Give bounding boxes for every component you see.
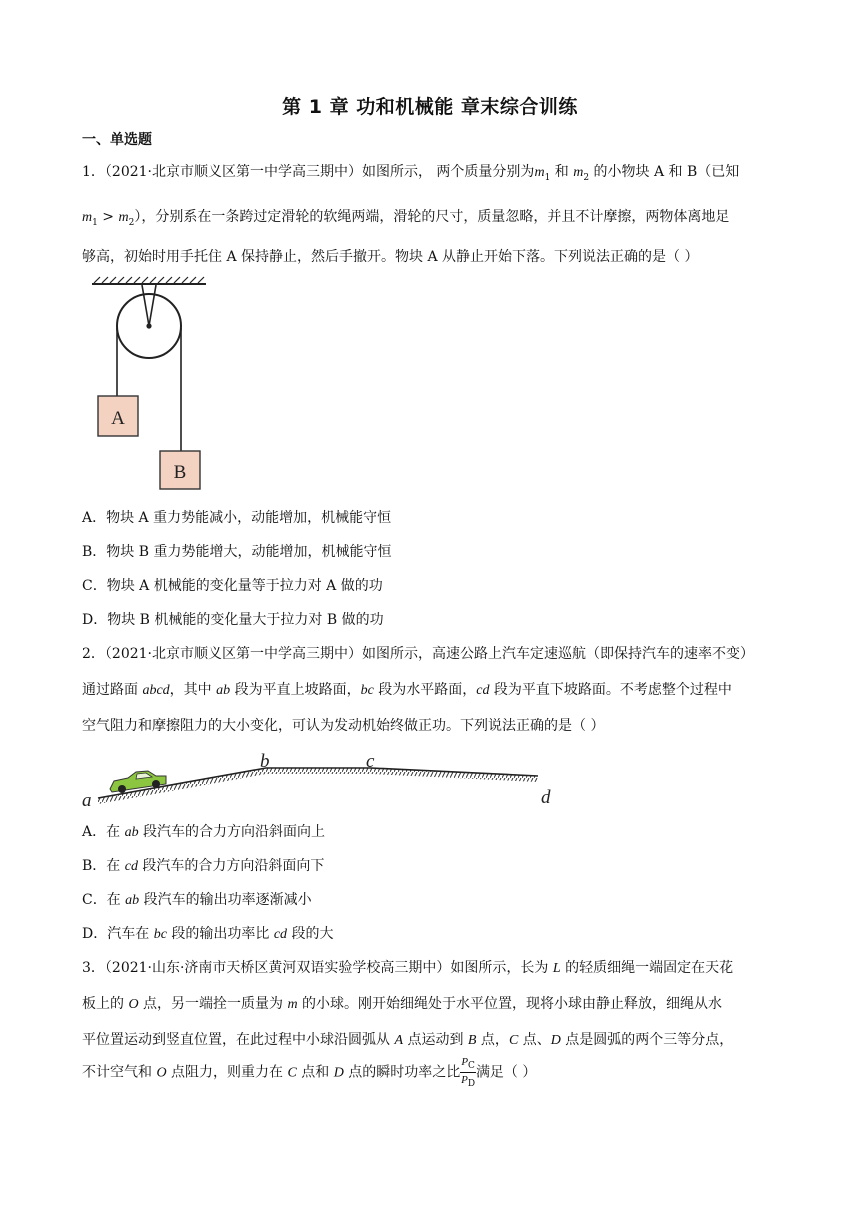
q1-line-1: 1．（2021·北京市顺义区第一中学高三期中）如图所示， 两个质量分别为$m_1$ 和 $m_2$ 的小物块 A 和 B（已知 <box>82 164 740 183</box>
q3-line-2: 板上的 O 点，另一端拴一质量为 m 的小球。刚开始细绳处于水平位置，现将小球由静止释放，细绳从水 <box>82 996 723 1012</box>
q3-line-4: 不计空气和 O 点阻力，则重力在 C 点和 D 点的瞬时功率之比 $\frac{P_C}{P_D}$ 满足（ ） <box>82 1056 537 1090</box>
q1-option-d: D．物块 B 机械能的变化量大于拉力对 B 做的功 <box>82 612 384 628</box>
road-label-b: b <box>260 751 270 772</box>
q2-option-c: C．在 ab 段汽车的输出功率逐渐减小 <box>82 892 312 908</box>
q1-option-c: C．物块 A 机械能的变化量等于拉力对 A 做的功 <box>82 578 383 594</box>
pulley-figure <box>80 276 240 496</box>
pulley-strut <box>142 285 149 326</box>
road-label-c: c <box>366 751 375 772</box>
q2-option-a: A．在 ab 段汽车的合力方向沿斜面向上 <box>82 824 326 840</box>
q1-line-3: 够高，初始时用手托住 A 保持静止，然后手撤开。物块 A 从静止开始下落。下列说法正确的是（ ） <box>82 249 699 265</box>
q2-line-2: 通过路面 abcd，其中 ab 段为平直上坡路面，bc 段为水平路面，cd 段为平直下坡路面。不考虑整个过程中 <box>82 682 732 698</box>
pulley-axle <box>146 323 151 328</box>
q3-line-1: 3．（2021·山东·济南市天桥区黄河双语实验学校高三期中）如图所示，长为 L 的轻质细绳一端固定在天花 <box>82 960 734 976</box>
ceiling <box>92 277 206 284</box>
q2-line-3: 空气阻力和摩擦阻力的大小变化，可认为发动机始终做正功。下列说法正确的是（ ） <box>82 718 605 734</box>
block-b-label: B <box>173 462 187 483</box>
q1-option-a: A．物块 A 重力势能减小，动能增加，机械能守恒 <box>82 510 392 526</box>
q2-option-d: D．汽车在 bc 段的输出功率比 cd 段的大 <box>82 926 334 942</box>
q1-line-2: $m_1 > m_2$），分别系在一条跨过定滑轮的软绳两端，滑轮的尺寸，质量忽略，并且不计摩擦，两物体离地足 <box>82 209 730 228</box>
q3-line-3: 平位置运动到竖直位置，在此过程中小球沿圆弧从 A 点运动到 B 点，C 点、D 点是圆弧的两个三等分点， <box>82 1032 734 1048</box>
road-label-a: a <box>82 790 92 810</box>
block-a-label: A <box>111 408 125 429</box>
q2-line-1: 2．（2021·北京市顺义区第一中学高三期中）如图所示，高速公路上汽车定速巡航（即保持汽车的速率不变） <box>82 646 754 662</box>
page-title: 第 1 章 功和机械能 章末综合训练 <box>282 96 578 118</box>
power-ratio-fraction: $\frac{P_C}{P_D}$ <box>461 1056 476 1090</box>
road-figure <box>78 748 568 810</box>
road-label-d: d <box>541 787 551 808</box>
q1-option-b: B．物块 B 重力势能增大，动能增加，机械能守恒 <box>82 544 392 560</box>
q2-option-b: B．在 cd 段汽车的合力方向沿斜面向下 <box>82 858 325 874</box>
section-heading: 一、单选题 <box>82 132 152 148</box>
